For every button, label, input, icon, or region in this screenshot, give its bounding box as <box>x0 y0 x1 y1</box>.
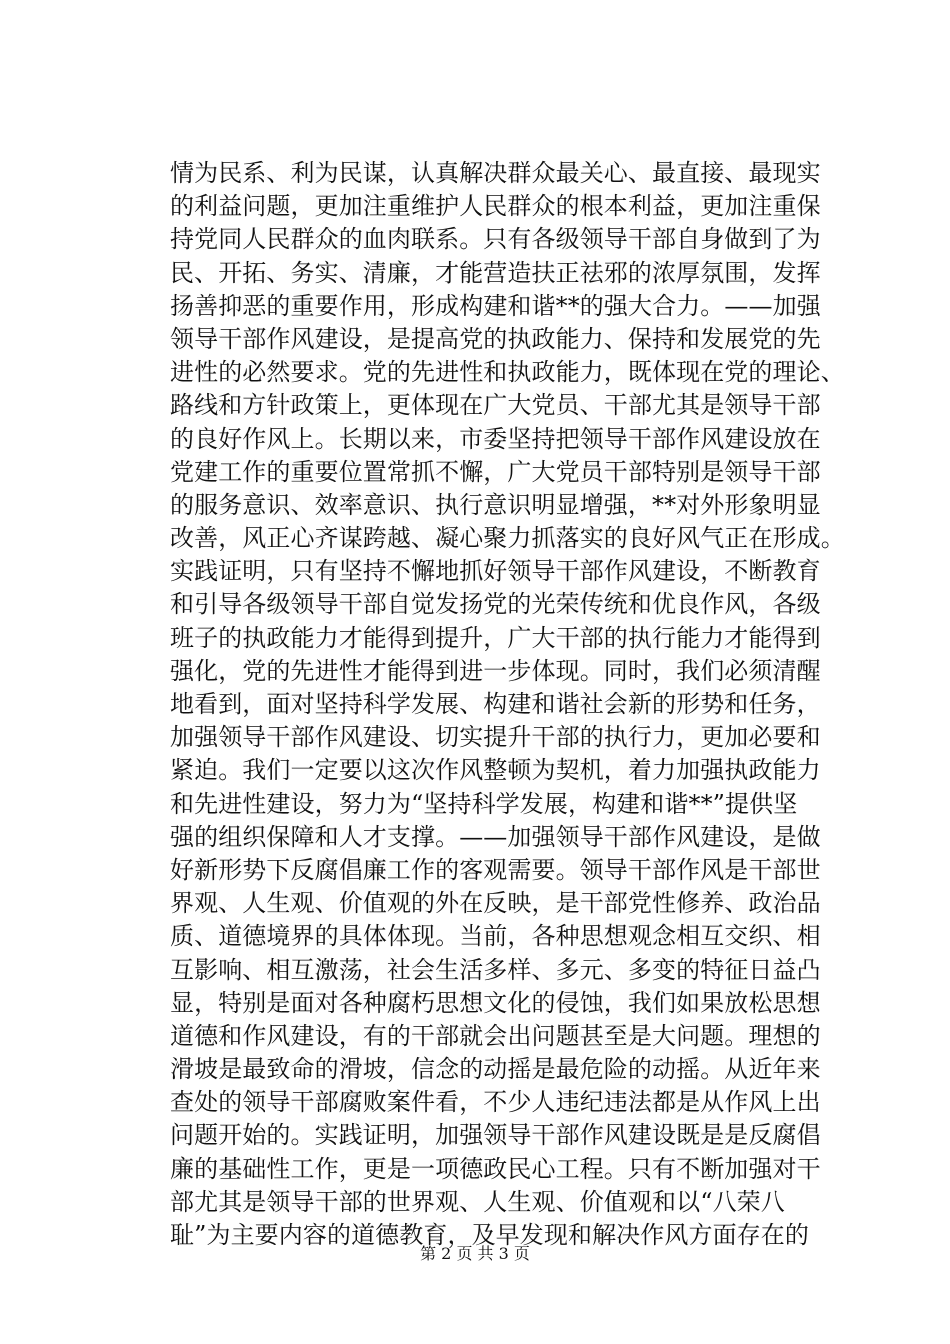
text-line: 进性的必然要求。党的先进性和执政能力，既体现在党的理论、 <box>170 358 845 387</box>
text-line: 强化，党的先进性才能得到进一步体现。同时，我们必须清醒 <box>170 656 821 685</box>
text-line: 道德和作风建设，有的干部就会出问题甚至是大问题。理想的 <box>170 1021 821 1050</box>
text-line: 领导干部作风建设，是提高党的执政能力、保持和发展党的先 <box>170 324 821 353</box>
text-line: 显，特别是面对各种腐朽思想文化的侵蚀，我们如果放松思想 <box>170 988 821 1017</box>
text-line: 扬善抑恶的重要作用，形成构建和谐**的强大合力。——加强 <box>170 291 821 320</box>
text-line: 的利益问题，更加注重维护人民群众的根本利益，更加注重保 <box>170 192 821 221</box>
text-line: 情为民系、利为民谋，认真解决群众最关心、最直接、最现实 <box>170 159 821 187</box>
text-line: 改善，风正心齐谋跨越、凝心聚力抓落实的良好风气正在形成。 <box>170 524 845 553</box>
page-number: 第 2 页 共 3 页 <box>420 1244 530 1263</box>
text-line: 路线和方针政策上，更体现在广大党员、干部尤其是领导干部 <box>170 391 821 420</box>
text-line: 的服务意识、效率意识、执行意识明显增强，**对外形象明显 <box>170 490 821 519</box>
text-line: 质、道德境界的具体体现。当前，各种思想观念相互交织、相 <box>170 922 821 951</box>
text-line: 好新形势下反腐倡廉工作的客观需要。领导干部作风是干部世 <box>170 855 821 884</box>
text-line: 实践证明，只有坚持不懈地抓好领导干部作风建设，不断教育 <box>170 557 821 586</box>
text-line: 的良好作风上。长期以来，市委坚持把领导干部作风建设放在 <box>170 424 821 453</box>
body-text <box>170 157 860 1252</box>
text-line: 强的组织保障和人才支撑。——加强领导干部作风建设，是做 <box>170 822 821 851</box>
text-line: 问题开始的。实践证明，加强领导干部作风建设既是是反腐倡 <box>170 1121 821 1150</box>
text-line: 地看到，面对坚持科学发展、构建和谐社会新的形势和任务， <box>170 690 821 718</box>
text-line: 持党同人民群众的血肉联系。只有各级领导干部自身做到了为 <box>170 225 821 254</box>
text-line: 耻”为主要内容的道德教育，及早发现和解决作风方面存在的 <box>170 1221 809 1249</box>
text-line: 班子的执政能力才能得到提升，广大干部的执行能力才能得到 <box>170 623 821 652</box>
text-line: 和先进性建设，努力为“坚持科学发展，构建和谐**”提供坚 <box>170 789 798 818</box>
text-line: 民、开拓、务实、清廉，才能营造扶正祛邪的浓厚氛围，发挥 <box>170 258 821 287</box>
text-line: 互影响、相互激荡，社会生活多样、多元、多变的特征日益凸 <box>170 955 821 984</box>
text-line: 和引导各级领导干部自觉发扬党的光荣传统和优良作风，各级 <box>170 590 821 619</box>
text-line: 界观、人生观、价值观的外在反映，是干部党性修养、政治品 <box>170 889 821 918</box>
text-line: 廉的基础性工作，更是一项德政民心工程。只有不断加强对干 <box>170 1154 821 1183</box>
text-line: 加强领导干部作风建设、切实提升干部的执行力，更加必要和 <box>170 723 821 752</box>
text-line: 部尤其是领导干部的世界观、人生观、价值观和以“八荣八 <box>170 1187 785 1216</box>
text-line: 紧迫。我们一定要以这次作风整顿为契机，着力加强执政能力 <box>170 756 821 785</box>
text-line: 党建工作的重要位置常抓不懈，广大党员干部特别是领导干部 <box>170 457 821 486</box>
text-line: 查处的领导干部腐败案件看，不少人违纪违法都是从作风上出 <box>170 1088 821 1117</box>
text-line: 滑坡是最致命的滑坡，信念的动摇是最危险的动摇。从近年来 <box>170 1055 821 1084</box>
